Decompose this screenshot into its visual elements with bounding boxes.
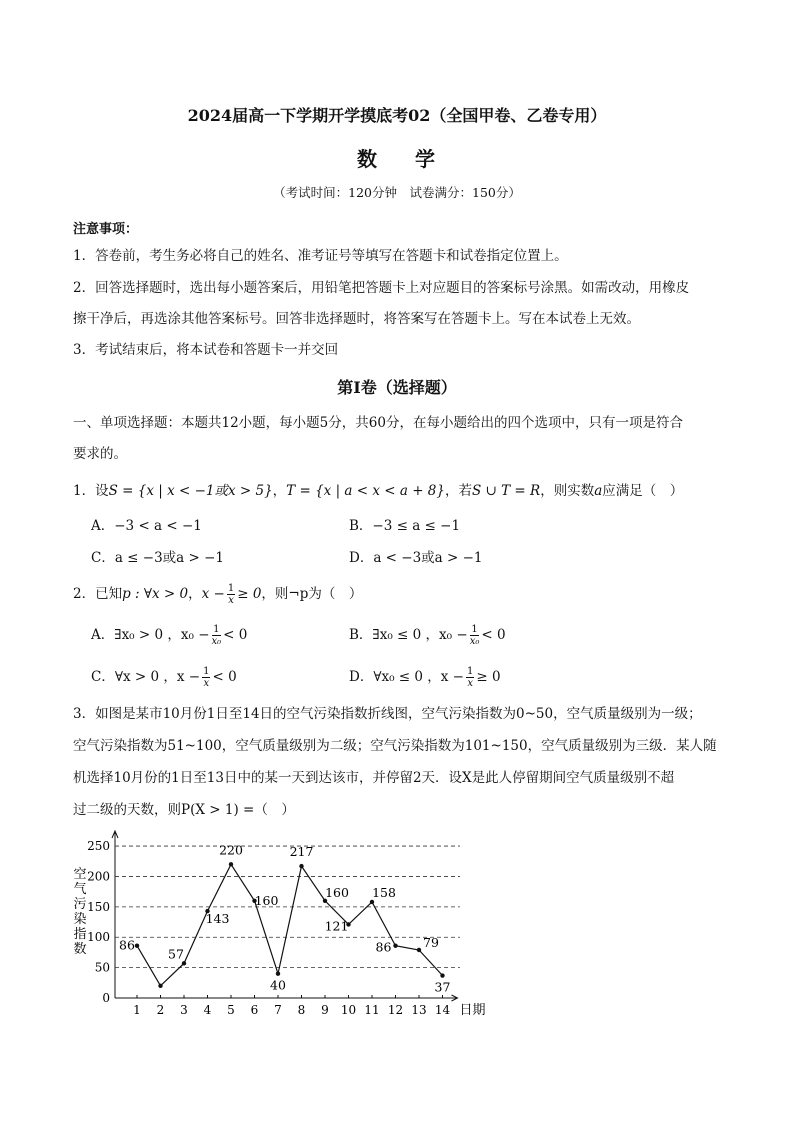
x-tick-label: 13 [411,1003,427,1017]
q2-option-b [349,624,506,647]
x-tick-label: 2 [156,1003,165,1017]
q1-set-t: T = {x | a < x < a + 8} [286,483,445,499]
q3-line-1: 3．如图是某市10月份1日至14日的空气污染指数折线图，空气污染指数为0~50，空气质量级别为一级； [73,706,702,722]
q2-b-num: 1 [471,624,478,635]
q2-frac-den: x [228,595,234,606]
data-label: 86 [375,939,392,955]
subject-char-1: 数 [357,147,379,171]
x-tick-label: 1 [133,1003,141,1017]
q2-c-fraction [202,666,210,689]
question-1-stem: 1．设S = {x | x < −1或x > 5}，T = {x | a < x < a + 8}，若S ∪ T = R，则实数a应满足（ ） [73,483,684,499]
q1-var: a [594,483,603,499]
q2-b-fraction [470,624,480,647]
data-label: 79 [423,934,439,950]
data-label: 160 [325,884,349,900]
data-label: 57 [168,946,184,962]
y-tick-label: 0 [102,991,110,1005]
y-axis-label-char: 数 [73,942,87,957]
x-tick-label: 8 [297,1003,306,1017]
q2-num: 2． [73,586,96,602]
x-tick-label: 6 [250,1003,259,1017]
y-tick-label: 150 [87,899,110,914]
q2-b-den: x₀ [469,636,480,647]
q2-fraction [227,583,235,606]
data-label: 40 [270,977,286,993]
y-axis-label-char: 指 [73,927,87,942]
x-tick-label: 14 [434,1003,451,1017]
exam-title: 2024届高一下学期开学摸底考02（全国甲卷、乙卷专用） [187,106,607,125]
data-point [135,944,139,948]
q2-a-fraction [212,624,222,647]
x-tick-label: 4 [203,1003,212,1017]
subject-title [0,143,794,172]
q1-option-a: A．−3 < a < −1 [91,518,202,534]
q3-line-4: 过二级的天数，则P(X > 1) =（ ） [73,802,295,818]
q1-option-c: C．a ≤ −3或a > −1 [91,550,225,566]
q2-ge: ≥ 0 [237,586,262,602]
q1-end: 应满足（ ） [602,483,684,499]
y-tick-label: 50 [94,960,110,975]
x-tick-label: 5 [227,1003,235,1017]
q3-line-3: 机选择10月份的1日至13日中的某一天到达该市，并停留2天．设X是此人停留期间空气质量级别不超 [73,770,675,786]
x-tick-label: 7 [274,1003,282,1017]
q2-a-label: A．∃x₀ > 0 ，x₀ − [91,627,210,643]
data-point [417,948,421,952]
q2-tail: ，则¬p为（ ） [261,586,363,602]
notice-item-3: 3．考试结束后，将本试卷和答题卡一并交回 [73,342,339,358]
q2-b-tail: < 0 [481,627,506,643]
q2-c-tail: < 0 [212,669,237,685]
q2-d-num: 1 [467,666,474,677]
q2-frac-num: 1 [227,583,235,594]
section-title: 第Ⅰ卷（选择题） [337,378,457,397]
air-pollution-line-chart [60,830,500,1030]
section-intro-b: 要求的。 [73,446,127,462]
notice-heading: 注意事项： [73,222,139,237]
y-tick-label: 250 [87,839,110,854]
q1-tail: ，则实数 [540,483,595,499]
q1-set-s: S = {x | x < −1或x > 5} [108,483,273,499]
section-intro-a: 一、单项选择题：本题共12小题，每小题5分，共60分，在每小题给出的四个选项中，只有一项是符合 [73,415,683,431]
q1-option-d: D．a < −3或a > −1 [349,550,483,566]
q2-option-a [91,624,247,647]
q1-num: 1． [73,483,96,499]
data-point [182,961,186,965]
y-axis-label-char: 污 [73,897,87,912]
data-label: 160 [254,892,279,908]
y-axis-label-char: 染 [73,912,87,927]
q2-c-label: C．∀x > 0 ，x − [91,669,201,685]
data-point [440,973,444,977]
q2-expr: x − [201,586,225,602]
q1-cond: S ∪ T = R [471,483,541,499]
q1-option-b: B．−3 ≤ a ≤ −1 [349,518,461,534]
data-point [229,862,233,866]
q1-stem-a: 设 [95,483,109,499]
notice-item-1: 1．答卷前，考生务必将自己的姓名、准考证号等填写在答题卡和试卷指定位置上。 [73,248,568,264]
q2-c-den: x [203,678,210,689]
data-point [370,900,374,904]
subject-char-2: 学 [415,147,437,171]
q2-b-label: B．∃x₀ ≤ 0 ，x₀ − [349,627,468,643]
q2-comma: ， [188,586,202,602]
y-tick-label: 200 [87,869,110,884]
q2-a-den: x₀ [211,636,222,647]
q2-prop: p : ∀x > 0 [122,586,189,602]
q2-d-label: D．∀x₀ ≤ 0 ，x − [349,669,464,685]
q2-a-num: 1 [213,624,220,635]
q2-option-d [349,666,501,689]
q2-a-tail: < 0 [223,627,248,643]
y-tick-label: 100 [87,930,110,945]
question-2-stem [73,583,362,606]
x-tick-label: 10 [340,1003,357,1017]
data-label: 220 [219,842,243,858]
notice-item-2b: 擦干净后，再选涂其他答案标号。回答非选择题时，将答案写在答题卡上。写在本试卷上无效。 [73,311,640,327]
q2-stem-a: 已知 [95,586,123,602]
notice-item-2a: 2．回答选择题时，选出每小题答案后，用铅笔把答题卡上对应题目的答案标号涂黑。如需改动，用橡皮 [73,280,690,296]
q2-c-num: 1 [203,666,210,677]
data-label: 86 [119,937,135,953]
data-label: 37 [434,979,451,995]
data-point [276,971,280,975]
q1-mid: ，若 [444,483,472,499]
y-axis-label-char: 空 [73,867,87,882]
data-label: 158 [372,884,396,900]
data-label: 217 [289,844,314,860]
q2-option-c [91,666,237,689]
x-axis-label: 日期 [459,1003,486,1018]
y-axis-label-char: 气 [73,882,87,897]
data-label: 143 [205,911,230,927]
data-point [299,864,303,868]
q2-d-tail: ≥ 0 [476,669,501,685]
q3-line-2: 空气污染指数为51~100，空气质量级别为二级；空气污染指数为101~150，空气质量级别为三级．某人随 [73,738,717,754]
data-label: 121 [324,918,349,934]
x-tick-label: 3 [180,1003,188,1017]
x-tick-label: 12 [387,1003,404,1017]
q2-d-den: x [467,678,473,689]
data-point [393,944,397,948]
data-point [158,984,162,988]
q2-d-fraction [466,666,474,689]
x-tick-label: 11 [364,1003,380,1017]
exam-info: （考试时间：120分钟 试卷满分：150分） [273,185,521,200]
x-tick-label: 9 [321,1003,329,1017]
